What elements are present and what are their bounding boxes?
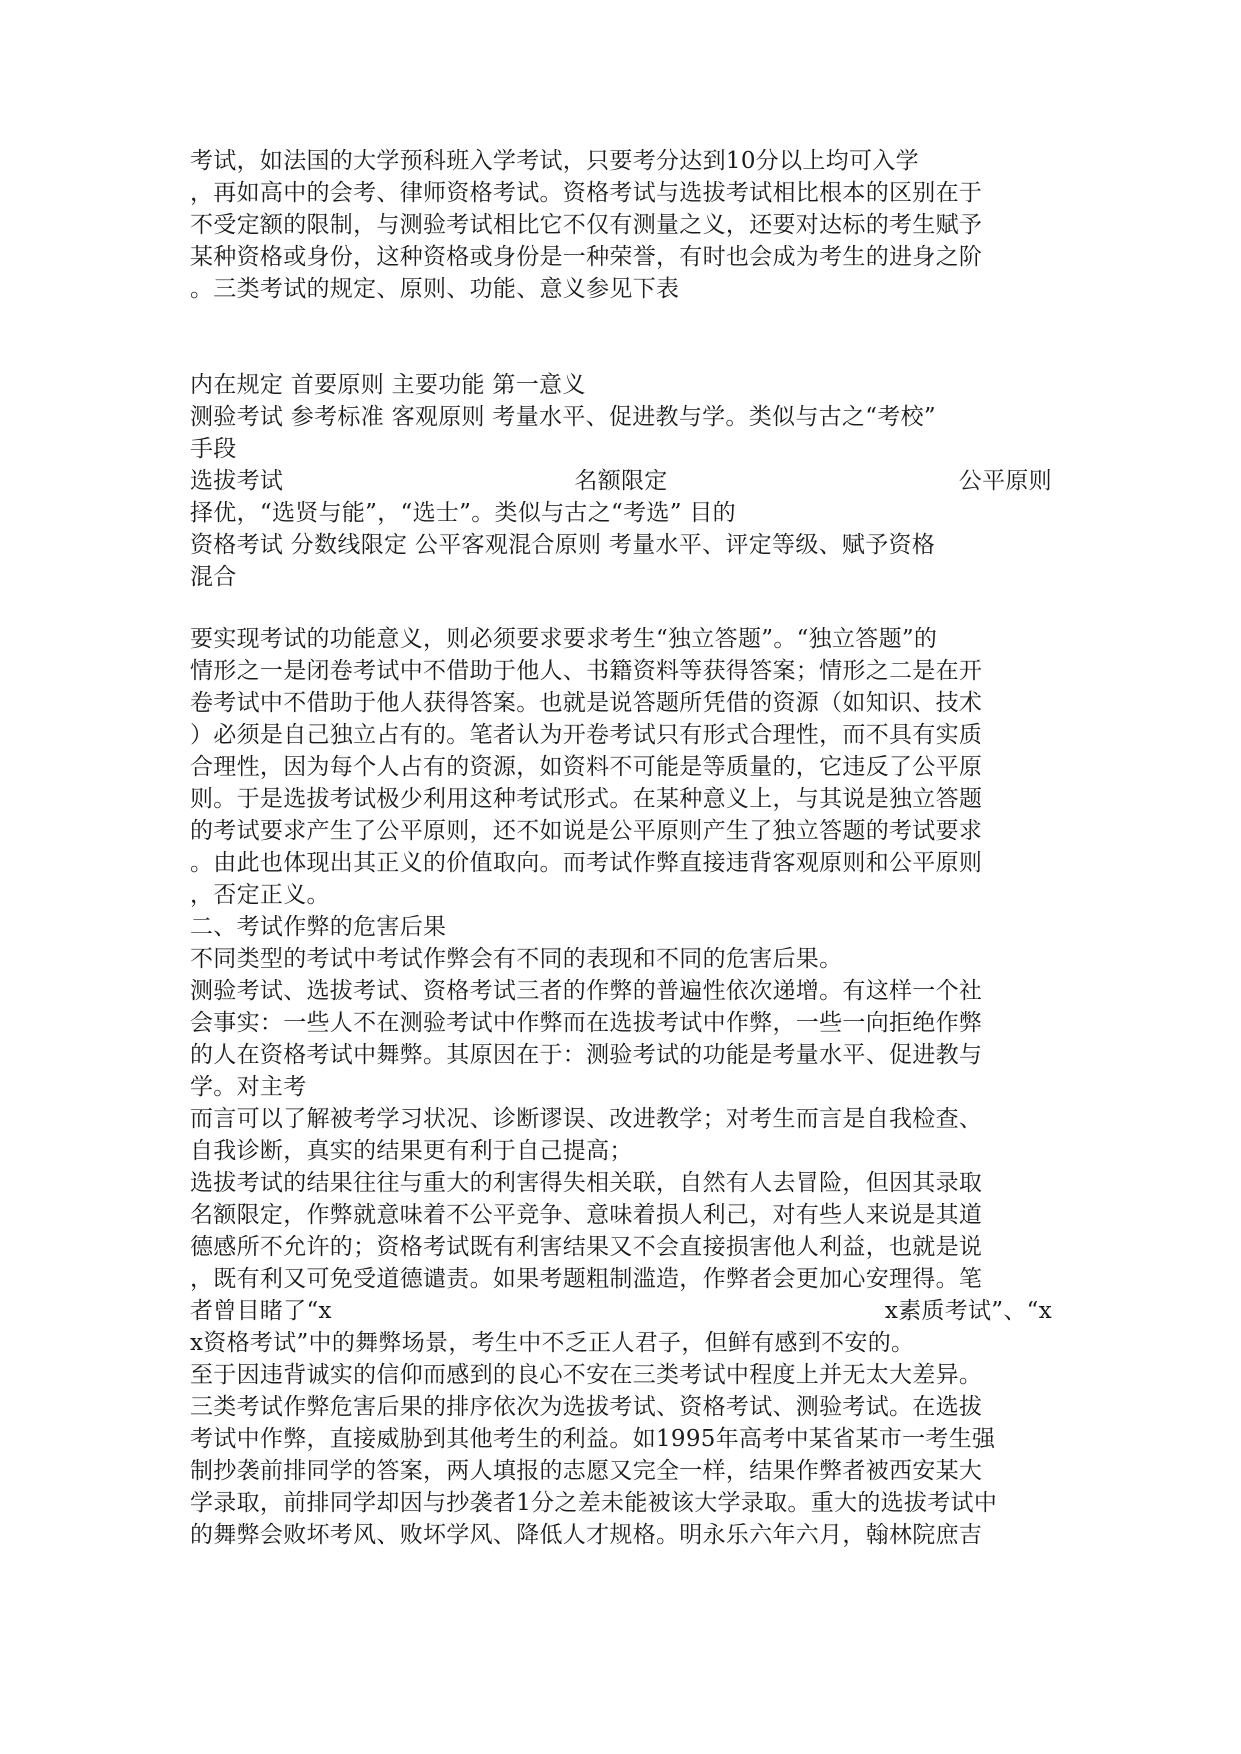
text-line: 不受定额的限制，与测验考试相比它不仅有测量之义，还要对达标的考生赋予 [190,212,983,238]
text-line: 制抄袭前排同学的答案，两人填报的志愿又完全一样，结果作弊者被西安某大 [190,1458,983,1484]
text-line: ）必须是自己独立占有的。笔者认为开卷考试只有形式合理性，而不具有实质 [190,722,983,748]
paragraph-intro [190,145,1052,305]
text-line: 的考试要求产生了公平原则，还不如说是公平原则产生了独立答题的考试要求 [190,818,983,844]
exam-table [190,369,1052,593]
text-line: 则。于是选拔考试极少利用这种考试形式。在某种意义上，与其说是独立答题 [190,786,983,812]
text-line: 要实现考试的功能意义，则必须要求要求考生“独立答题”。“独立答题”的 [190,626,938,652]
text-line: 而言可以了解被考学习状况、诊断谬误、改进教学；对考生而言是自我检查、 [190,1106,983,1132]
text-line: 合理性，因为每个人占有的资源，如资料不可能是等质量的，它违反了公平原 [190,754,983,780]
table-row [190,465,1052,497]
table-row: 手段 [190,436,237,462]
text-line: 名额限定，作弊就意味着不公平竞争、意味着损人利己，对有些人来说是其道 [190,1202,983,1228]
text-line: 卷考试中不借助于他人获得答案。也就是说答题所凭借的资源（如知识、技术 [190,690,983,716]
text-line: ，既有利又可免受道德谴责。如果考题粗制滥造，作弊者会更加心安理得。笔 [190,1266,983,1292]
paragraph-main [190,623,1052,1551]
text-line: 的人在资格考试中舞弊。其原因在于：测验考试的功能是考量水平、促进教与 [190,1042,983,1068]
table-cell: 选拔考试 [190,468,284,494]
text-line: x资格考试”中的舞弊场景，考生中不乏正人君子，但鲜有感到不安的。 [190,1330,915,1356]
text-line: 考试中作弊，直接威胁到其他考生的利益。如1995年高考中某省某市一考生强 [190,1426,996,1452]
text-line: 自我诊断，真实的结果更有利于自己提高； [190,1138,633,1164]
table-row: 混合 [190,564,237,590]
table-row: 测验考试 参考标准 客观原则 考量水平、促进教与学。类似与古之“考校” [190,404,936,430]
text-line: ，再如高中的会考、律师资格考试。资格考试与选拔考试相比根本的区别在于 [190,180,983,206]
text-line: 不同类型的考试中考试作弊会有不同的表现和不同的危害后果。 [190,946,843,972]
text-line: 德感所不允许的；资格考试既有利害结果又不会直接损害他人利益，也就是说 [190,1234,983,1260]
document-body [190,145,1052,1551]
text-line: 某种资格或身份，这种资格或身份是一种荣誉，有时也会成为考生的进身之阶 [190,244,983,270]
text-line: 会事实：一些人不在测验考试中作弊而在选拔考试中作弊，一些一向拒绝作弊 [190,1010,983,1036]
table-cell: 名额限定 [574,468,668,494]
table-row: 择优，“选贤与能”，“选士”。类似与古之“考选” 目的 [190,500,736,526]
text-line: 学。对主考 [190,1074,307,1100]
text-line: 情形之一是闭卷考试中不借助于他人、书籍资料等获得答案；情形之二是在开 [190,658,983,684]
text-line [190,1295,1052,1327]
text-fragment: x素质考试”、“x [884,1298,1052,1324]
text-line: 三类考试作弊危害后果的排序依次为选拔考试、资格考试、测验考试。在选拔 [190,1394,983,1420]
text-line: 考试，如法国的大学预科班入学考试，只要考分达到10分以上均可入学 [190,148,919,174]
text-line: 选拔考试的结果往往与重大的利害得失相关联，自然有人去冒险，但因其录取 [190,1170,983,1196]
text-fragment: 者曾目睹了“x [190,1298,332,1324]
text-line: 至于因违背诚实的信仰而感到的良心不安在三类考试中程度上并无太大差异。 [190,1362,983,1388]
table-header: 内在规定 首要原则 主要功能 第一意义 [190,372,586,398]
text-line: 。由此也体现出其正义的价值取向。而考试作弊直接违背客观原则和公平原则 [190,850,983,876]
table-cell: 公平原则 [958,468,1052,494]
text-line: 的舞弊会败坏考风、败坏学风、降低人才规格。明永乐六年六月，翰林院庶吉 [190,1522,983,1548]
table-row: 资格考试 分数线限定 公平客观混合原则 考量水平、评定等级、赋予资格 [190,532,936,558]
text-line: ，否定正义。 [190,882,330,908]
text-line: 测验考试、选拔考试、资格考试三者的作弊的普遍性依次递增。有这样一个社 [190,978,983,1004]
section-heading: 二、考试作弊的危害后果 [190,914,447,940]
text-line: 学录取，前排同学却因与抄袭者1分之差未能被该大学录取。重大的选拔考试中 [190,1490,998,1516]
text-line: 。三类考试的规定、原则、功能、意义参见下表 [190,276,680,302]
